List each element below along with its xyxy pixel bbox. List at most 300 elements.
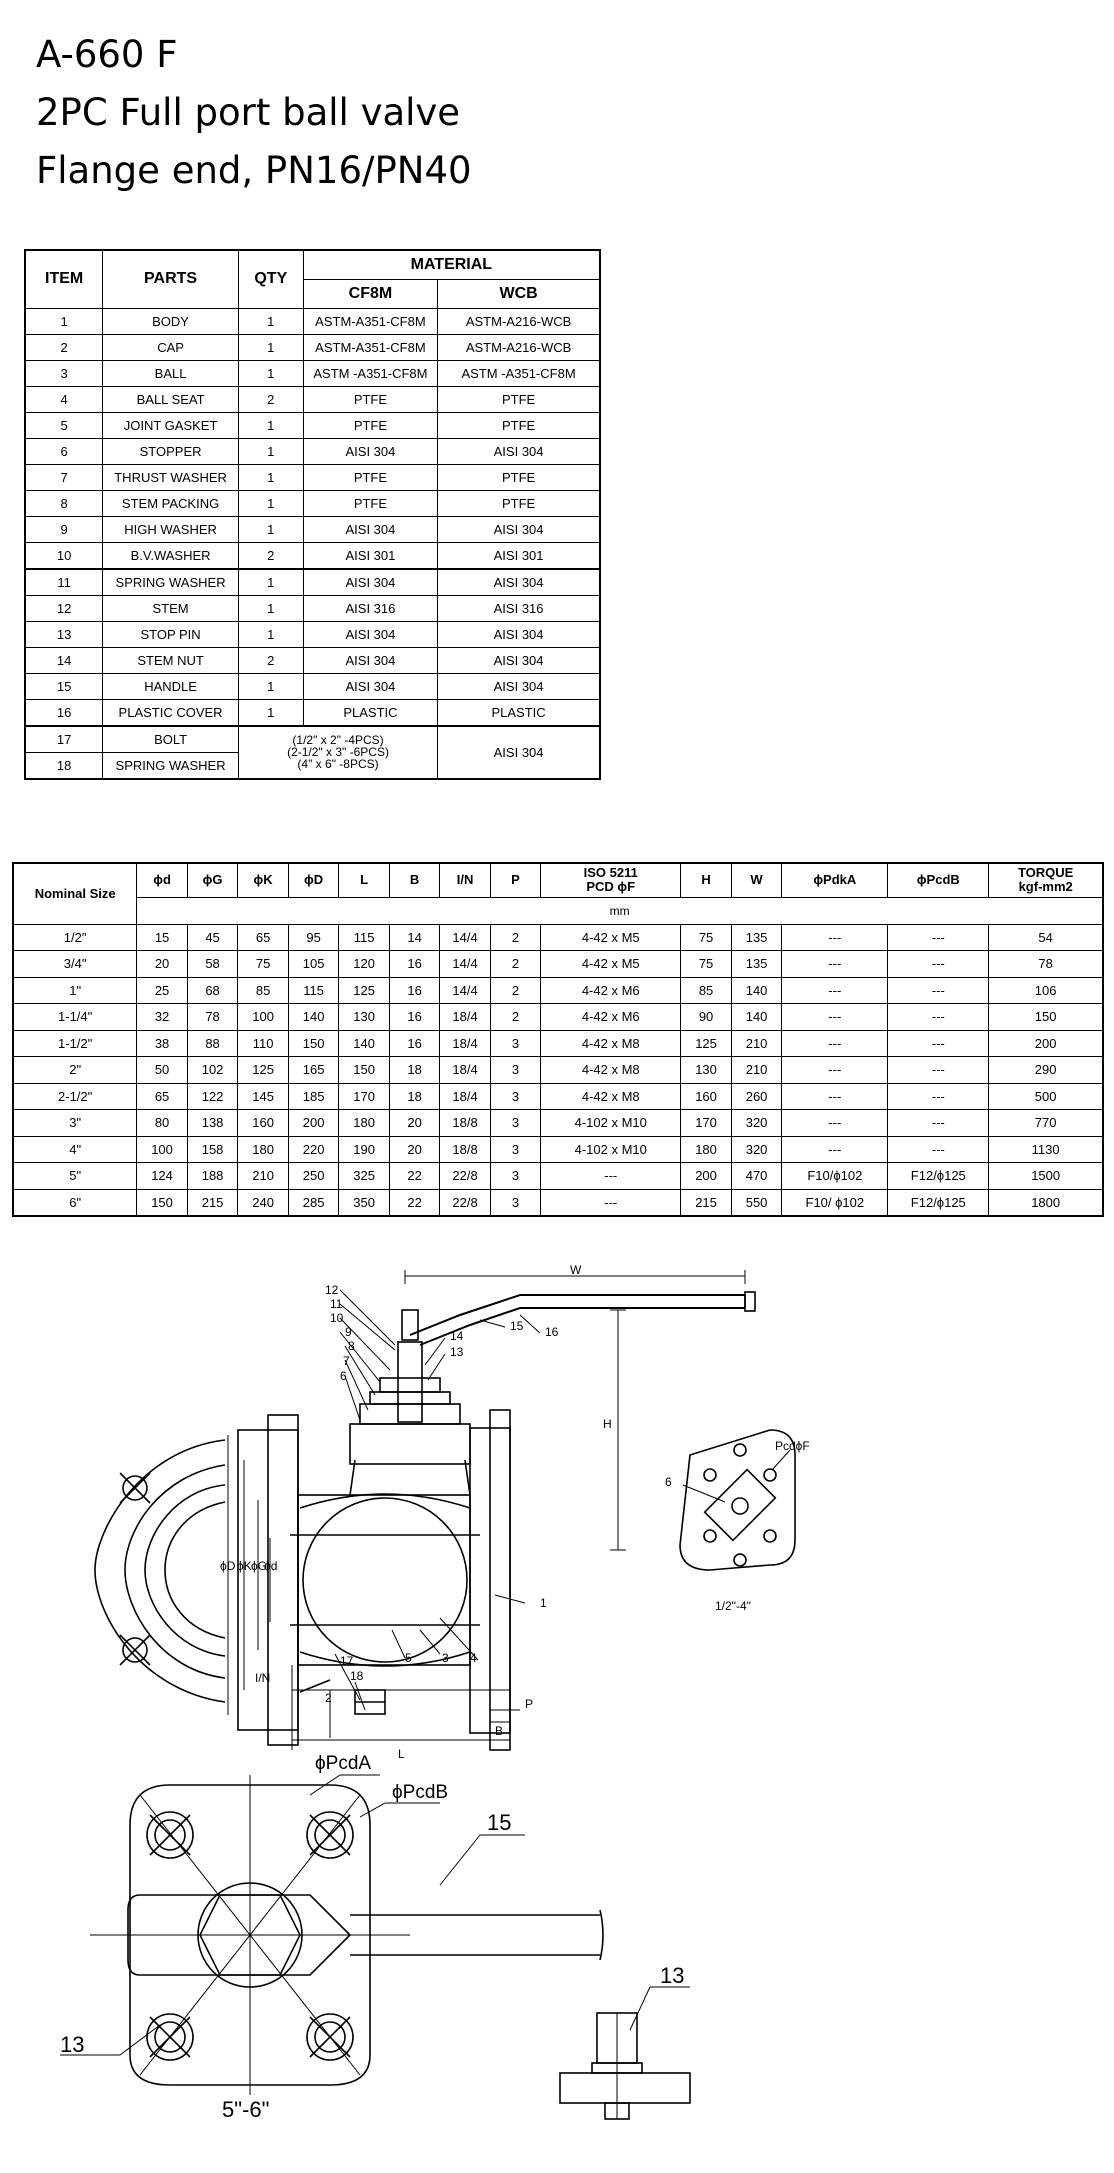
table-cell: 4-102 x M10 (541, 1110, 681, 1137)
table-cell: BALL SEAT (103, 386, 239, 412)
table-cell: 85 (238, 977, 289, 1004)
dim-header-cell (288, 863, 339, 897)
table-cell: STEM NUT (103, 647, 239, 673)
table-cell: F10/ ϕ102 (782, 1189, 888, 1216)
table-cell: 4-42 x M8 (541, 1057, 681, 1084)
dim-header-label: Nominal Size (34, 885, 116, 901)
table-cell: 200 (989, 1030, 1103, 1057)
table-cell: 1 (238, 464, 303, 490)
table-cell: PLASTIC (438, 699, 600, 726)
table-cell: 17 (25, 726, 103, 753)
table-cell: 120 (339, 951, 390, 978)
table-cell: --- (782, 977, 888, 1004)
table-cell: 145 (238, 1083, 289, 1110)
table-cell: 1 (238, 308, 303, 334)
table-cell: ASTM-A351-CF8M (303, 334, 437, 360)
table-cell: 180 (681, 1136, 732, 1163)
table-cell: 20 (389, 1110, 439, 1137)
callout-5: 5 (405, 1651, 412, 1665)
table-cell: 8 (25, 490, 103, 516)
dim-header-cell (888, 863, 989, 897)
table-cell: 124 (137, 1163, 188, 1190)
table-cell: 18 (389, 1083, 439, 1110)
table-cell: --- (888, 924, 989, 951)
table-cell: 68 (187, 977, 238, 1004)
callout-4: 4 (470, 1651, 477, 1665)
table-cell: 2" (13, 1057, 137, 1084)
table-cell: --- (888, 977, 989, 1004)
table-cell: 160 (681, 1083, 732, 1110)
header-wcb: WCB (438, 279, 600, 308)
table-cell: 15 (137, 924, 188, 951)
table-cell: 75 (681, 951, 732, 978)
table-cell: 11 (25, 569, 103, 596)
pcdf-label: PcdϕF (775, 1439, 810, 1453)
table-cell: 18/4 (440, 1083, 491, 1110)
table-cell: AISI 304 (438, 726, 600, 779)
table-cell: ASTM-A216-WCB (438, 334, 600, 360)
dim-header-cell (440, 863, 491, 897)
table-cell: 122 (187, 1083, 238, 1110)
table-cell: F10/ϕ102 (782, 1163, 888, 1190)
table-cell: 4-42 x M6 (541, 1004, 681, 1031)
table-cell: 140 (339, 1030, 390, 1057)
table-row (25, 516, 600, 542)
table-cell: 25 (137, 977, 188, 1004)
dim-header-label: L (360, 872, 369, 888)
table-cell: HIGH WASHER (103, 516, 239, 542)
callout-15: 15 (510, 1319, 524, 1333)
table-cell: 58 (187, 951, 238, 978)
table-cell: 14/4 (440, 977, 491, 1004)
table-cell: 320 (731, 1136, 782, 1163)
dim-header-label: ϕPdkA (813, 872, 857, 888)
table-cell: 18/8 (440, 1136, 491, 1163)
table-cell: 1-1/2" (13, 1030, 137, 1057)
dim-g: ϕG (251, 1559, 268, 1573)
table-cell: BODY (103, 308, 239, 334)
table-cell: 2 (490, 924, 540, 951)
dim-header-cell (13, 863, 137, 924)
table-cell: 2 (490, 977, 540, 1004)
table-cell: 65 (137, 1083, 188, 1110)
table-cell: PTFE (303, 490, 437, 516)
table-cell: 1 (238, 334, 303, 360)
table-cell: 78 (187, 1004, 238, 1031)
table-cell: 470 (731, 1163, 782, 1190)
table-cell: 2 (238, 647, 303, 673)
table-row (13, 1030, 1103, 1057)
dim-l: L (398, 1747, 405, 1761)
table-cell: 6 (25, 438, 103, 464)
table-cell: 15 (25, 673, 103, 699)
table-cell: --- (541, 1163, 681, 1190)
table-cell: 3 (490, 1110, 540, 1137)
table-cell: 115 (288, 977, 339, 1004)
table-cell: 210 (731, 1057, 782, 1084)
dim-header-label: TORQUE (1017, 865, 1074, 881)
table-cell: 1 (238, 673, 303, 699)
dim-w: W (570, 1263, 582, 1277)
table-cell: 4-102 x M10 (541, 1136, 681, 1163)
table-cell: 75 (681, 924, 732, 951)
flange-front-view (95, 1440, 225, 1702)
table-row (25, 386, 600, 412)
table-cell: 4 (25, 386, 103, 412)
table-cell: F12/ϕ125 (888, 1189, 989, 1216)
table-cell: 325 (339, 1163, 390, 1190)
table-cell: --- (888, 1030, 989, 1057)
table-row (13, 951, 1103, 978)
table-cell: BALL (103, 360, 239, 386)
table-cell: 240 (238, 1189, 289, 1216)
table-cell: PTFE (438, 412, 600, 438)
table-cell: 45 (187, 924, 238, 951)
callout-17: 17 (340, 1654, 354, 1668)
table-cell: 250 (288, 1163, 339, 1190)
stop-pin-detail (560, 1987, 690, 2119)
table-cell: 170 (681, 1110, 732, 1137)
table-cell: 18/8 (440, 1110, 491, 1137)
table-cell: 135 (731, 924, 782, 951)
table-cell: 22/8 (440, 1189, 491, 1216)
table-cell: 1130 (989, 1136, 1103, 1163)
table-row (25, 595, 600, 621)
table-cell: 1 (238, 360, 303, 386)
table-cell: 4" (13, 1136, 137, 1163)
table-cell: 20 (137, 951, 188, 978)
table-cell: 180 (339, 1110, 390, 1137)
valve-body (238, 1292, 755, 1750)
document-title (36, 26, 472, 200)
table-cell: 3/4" (13, 951, 137, 978)
dim-header-label: ϕPcdB (916, 872, 960, 888)
dim-header-label: ϕK (253, 872, 273, 888)
bolt-qty-line: (1/2" x 2" -4PCS) (292, 733, 384, 747)
table-row (25, 464, 600, 490)
table-cell: 18/4 (440, 1057, 491, 1084)
dim-header-label: P (511, 872, 520, 888)
table-cell: 125 (339, 977, 390, 1004)
table-cell: 138 (187, 1110, 238, 1137)
table-cell: 14/4 (440, 951, 491, 978)
table-cell: 1 (238, 516, 303, 542)
table-cell: 140 (731, 977, 782, 1004)
table-cell: AISI 316 (438, 595, 600, 621)
table-cell: AISI 304 (303, 621, 437, 647)
product-spec: Flange end, PN16/PN40 (36, 149, 472, 192)
table-cell: AISI 304 (438, 647, 600, 673)
table-cell: 4-42 x M8 (541, 1083, 681, 1110)
dim-in: I/N (255, 1671, 271, 1685)
table-cell: 102 (187, 1057, 238, 1084)
table-cell: 3 (490, 1030, 540, 1057)
table-cell: 770 (989, 1110, 1103, 1137)
dim-header-cell (989, 863, 1103, 897)
table-cell: SPRING WASHER (103, 752, 239, 779)
callout-2: 2 (325, 1691, 332, 1705)
table-cell: 220 (288, 1136, 339, 1163)
table-cell: STOPPER (103, 438, 239, 464)
table-row (25, 673, 600, 699)
callout-13: 13 (450, 1345, 464, 1359)
callout-18: 18 (350, 1669, 364, 1683)
dim-header-sub: kgf-mm2 (1018, 879, 1073, 895)
table-row (13, 1189, 1103, 1216)
dim-header-label: ISO 5211 (583, 865, 638, 881)
table-cell: 110 (238, 1030, 289, 1057)
table-cell: 20 (389, 1136, 439, 1163)
table-cell: 3 (490, 1163, 540, 1190)
table-cell: 22 (389, 1163, 439, 1190)
header-qty: QTY (238, 250, 303, 308)
dim-header-cell (339, 863, 390, 897)
table-cell: 215 (681, 1189, 732, 1216)
dim-header-cell (782, 863, 888, 897)
table-cell: 1/2" (13, 924, 137, 951)
table-cell: 150 (339, 1057, 390, 1084)
table-cell: STEM PACKING (103, 490, 239, 516)
table-cell: 200 (681, 1163, 732, 1190)
header-parts: PARTS (103, 250, 239, 308)
table-cell: PTFE (303, 464, 437, 490)
table-cell: CAP (103, 334, 239, 360)
table-cell: 85 (681, 977, 732, 1004)
table-row (25, 699, 600, 726)
table-cell: 2 (25, 334, 103, 360)
table-cell: 14/4 (440, 924, 491, 951)
header-cf8m: CF8M (303, 279, 437, 308)
table-cell: 50 (137, 1057, 188, 1084)
table-row (13, 1057, 1103, 1084)
table-cell: 2 (490, 1004, 540, 1031)
valve-section-drawing (0, 1263, 1114, 1761)
table-cell: 16 (389, 951, 439, 978)
table-row (13, 1136, 1103, 1163)
table-cell: 18/4 (440, 1004, 491, 1031)
bolt-qty-cell (238, 726, 437, 779)
table-cell: PTFE (303, 386, 437, 412)
table-cell: --- (888, 1057, 989, 1084)
table-cell: HANDLE (103, 673, 239, 699)
table-cell: ASTM -A351-CF8M (438, 360, 600, 386)
table-cell: 130 (681, 1057, 732, 1084)
table-cell: STOP PIN (103, 621, 239, 647)
table-cell: --- (541, 1189, 681, 1216)
size-label-large: 5"-6" (222, 2097, 270, 2122)
table-row (25, 412, 600, 438)
table-cell: 285 (288, 1189, 339, 1216)
table-row (25, 621, 600, 647)
table-cell: PTFE (438, 490, 600, 516)
table-cell: 1 (238, 621, 303, 647)
table-cell: 210 (238, 1163, 289, 1190)
dimension-table (12, 862, 1104, 1217)
table-cell: 2 (490, 951, 540, 978)
table-row (25, 438, 600, 464)
table-cell: 1" (13, 977, 137, 1004)
table-cell: --- (782, 1136, 888, 1163)
mounting-pad (90, 1775, 410, 2095)
callout-6: 6 (340, 1369, 347, 1383)
table-cell: 5" (13, 1163, 137, 1190)
table-cell: PTFE (438, 386, 600, 412)
dim-header-cell (681, 863, 732, 897)
table-cell: 3 (490, 1057, 540, 1084)
pcdb-label: ϕPcdB (392, 1782, 449, 1803)
table-cell: ASTM-A216-WCB (438, 308, 600, 334)
table-cell: 260 (731, 1083, 782, 1110)
table-cell: --- (782, 1083, 888, 1110)
callout-6b: 6 (665, 1475, 672, 1489)
dim-header-label: ϕd (153, 872, 171, 888)
table-cell: 32 (137, 1004, 188, 1031)
table-cell: SPRING WASHER (103, 569, 239, 596)
table-row (13, 924, 1103, 951)
dim-header-label: B (409, 872, 420, 888)
table-row (25, 308, 600, 334)
table-cell: 210 (731, 1030, 782, 1057)
table-cell: 18/4 (440, 1030, 491, 1057)
table-cell: ASTM-A351-CF8M (303, 308, 437, 334)
table-cell: 54 (989, 924, 1103, 951)
callout-12: 12 (325, 1283, 339, 1297)
table-cell: 3 (490, 1136, 540, 1163)
table-cell: 22/8 (440, 1163, 491, 1190)
table-row (25, 334, 600, 360)
table-cell: 140 (288, 1004, 339, 1031)
table-cell: 1 (238, 569, 303, 596)
table-cell: 88 (187, 1030, 238, 1057)
table-cell: 350 (339, 1189, 390, 1216)
table-row (25, 542, 600, 569)
callout-16: 16 (545, 1325, 559, 1339)
table-cell: ASTM -A351-CF8M (303, 360, 437, 386)
table-cell: 3 (490, 1189, 540, 1216)
table-cell: AISI 304 (303, 569, 437, 596)
dim-header-label: I/N (456, 872, 474, 888)
table-cell: AISI 304 (303, 438, 437, 464)
table-cell: B.V.WASHER (103, 542, 239, 569)
dim-header-cell (541, 863, 681, 897)
table-cell: 7 (25, 464, 103, 490)
table-cell: --- (782, 1110, 888, 1137)
table-row (25, 360, 600, 386)
table-cell: 16 (389, 1030, 439, 1057)
table-row (25, 647, 600, 673)
callout-11: 11 (330, 1297, 343, 1311)
table-cell: 1 (238, 699, 303, 726)
table-cell: 14 (25, 647, 103, 673)
table-cell: 106 (989, 977, 1103, 1004)
table-cell: AISI 301 (438, 542, 600, 569)
table-cell: AISI 304 (438, 673, 600, 699)
table-cell: 14 (389, 924, 439, 951)
table-cell: 10 (25, 542, 103, 569)
table-cell: 500 (989, 1083, 1103, 1110)
callout-10: 10 (330, 1311, 344, 1325)
table-cell: AISI 304 (438, 621, 600, 647)
callout-13-left: 13 (60, 2032, 85, 2057)
table-cell: STEM (103, 595, 239, 621)
table-cell: 1 (25, 308, 103, 334)
size-label-small: 1/2"-4" (715, 1599, 751, 1613)
dim-dd: ϕd (264, 1559, 278, 1573)
table-cell: 115 (339, 924, 390, 951)
table-cell: 5 (25, 412, 103, 438)
table-cell: 95 (288, 924, 339, 951)
table-cell: 185 (288, 1083, 339, 1110)
table-cell: 105 (288, 951, 339, 978)
table-cell: 140 (731, 1004, 782, 1031)
table-cell: 6" (13, 1189, 137, 1216)
table-cell: 1 (238, 438, 303, 464)
unit-label: mm (137, 897, 1103, 924)
callout-8: 8 (348, 1339, 355, 1353)
table-cell: 550 (731, 1189, 782, 1216)
table-cell: 16 (389, 977, 439, 1004)
table-cell: 4-42 x M8 (541, 1030, 681, 1057)
dim-h: H (603, 1417, 612, 1431)
table-cell: 3 (25, 360, 103, 386)
table-cell: 1 (238, 490, 303, 516)
table-cell: 75 (238, 951, 289, 978)
table-cell: 12 (25, 595, 103, 621)
model-number: A-660 F (36, 33, 178, 76)
table-cell: AISI 316 (303, 595, 437, 621)
table-cell: PLASTIC COVER (103, 699, 239, 726)
table-cell: 16 (25, 699, 103, 726)
table-cell: 4-42 x M6 (541, 977, 681, 1004)
table-cell: THRUST WASHER (103, 464, 239, 490)
table-cell: 1-1/4" (13, 1004, 137, 1031)
table-row (25, 490, 600, 516)
table-cell: 125 (238, 1057, 289, 1084)
table-cell: 90 (681, 1004, 732, 1031)
table-row (13, 1004, 1103, 1031)
callout-13-right: 13 (660, 1963, 685, 1988)
product-name: 2PC Full port ball valve (36, 91, 461, 134)
table-cell: 200 (288, 1110, 339, 1137)
callout-9: 9 (345, 1325, 352, 1339)
table-cell: 1 (238, 412, 303, 438)
table-cell: 3" (13, 1110, 137, 1137)
table-cell: 38 (137, 1030, 188, 1057)
table-cell: 2 (238, 386, 303, 412)
dim-header-cell (490, 863, 540, 897)
table-row (13, 1163, 1103, 1190)
parts-material-table (24, 249, 601, 780)
table-cell: 18 (389, 1057, 439, 1084)
bolt-qty-line: (2-1/2" x 3" -6PCS) (287, 745, 389, 759)
table-cell: AISI 301 (303, 542, 437, 569)
dimension-lines (228, 1270, 745, 1750)
table-cell: 1500 (989, 1163, 1103, 1190)
dim-header-label: H (701, 872, 711, 888)
table-cell: 190 (339, 1136, 390, 1163)
table-cell: 80 (137, 1110, 188, 1137)
dim-header-label: ϕG (202, 872, 223, 888)
valve-top-drawing (0, 1755, 1114, 2145)
table-row (13, 1083, 1103, 1110)
dim-header-cell (389, 863, 439, 897)
table-cell: AISI 304 (303, 647, 437, 673)
table-cell: 100 (238, 1004, 289, 1031)
dim-p: P (525, 1697, 534, 1711)
table-cell: AISI 304 (438, 516, 600, 542)
table-cell: 158 (187, 1136, 238, 1163)
table-cell: 16 (389, 1004, 439, 1031)
